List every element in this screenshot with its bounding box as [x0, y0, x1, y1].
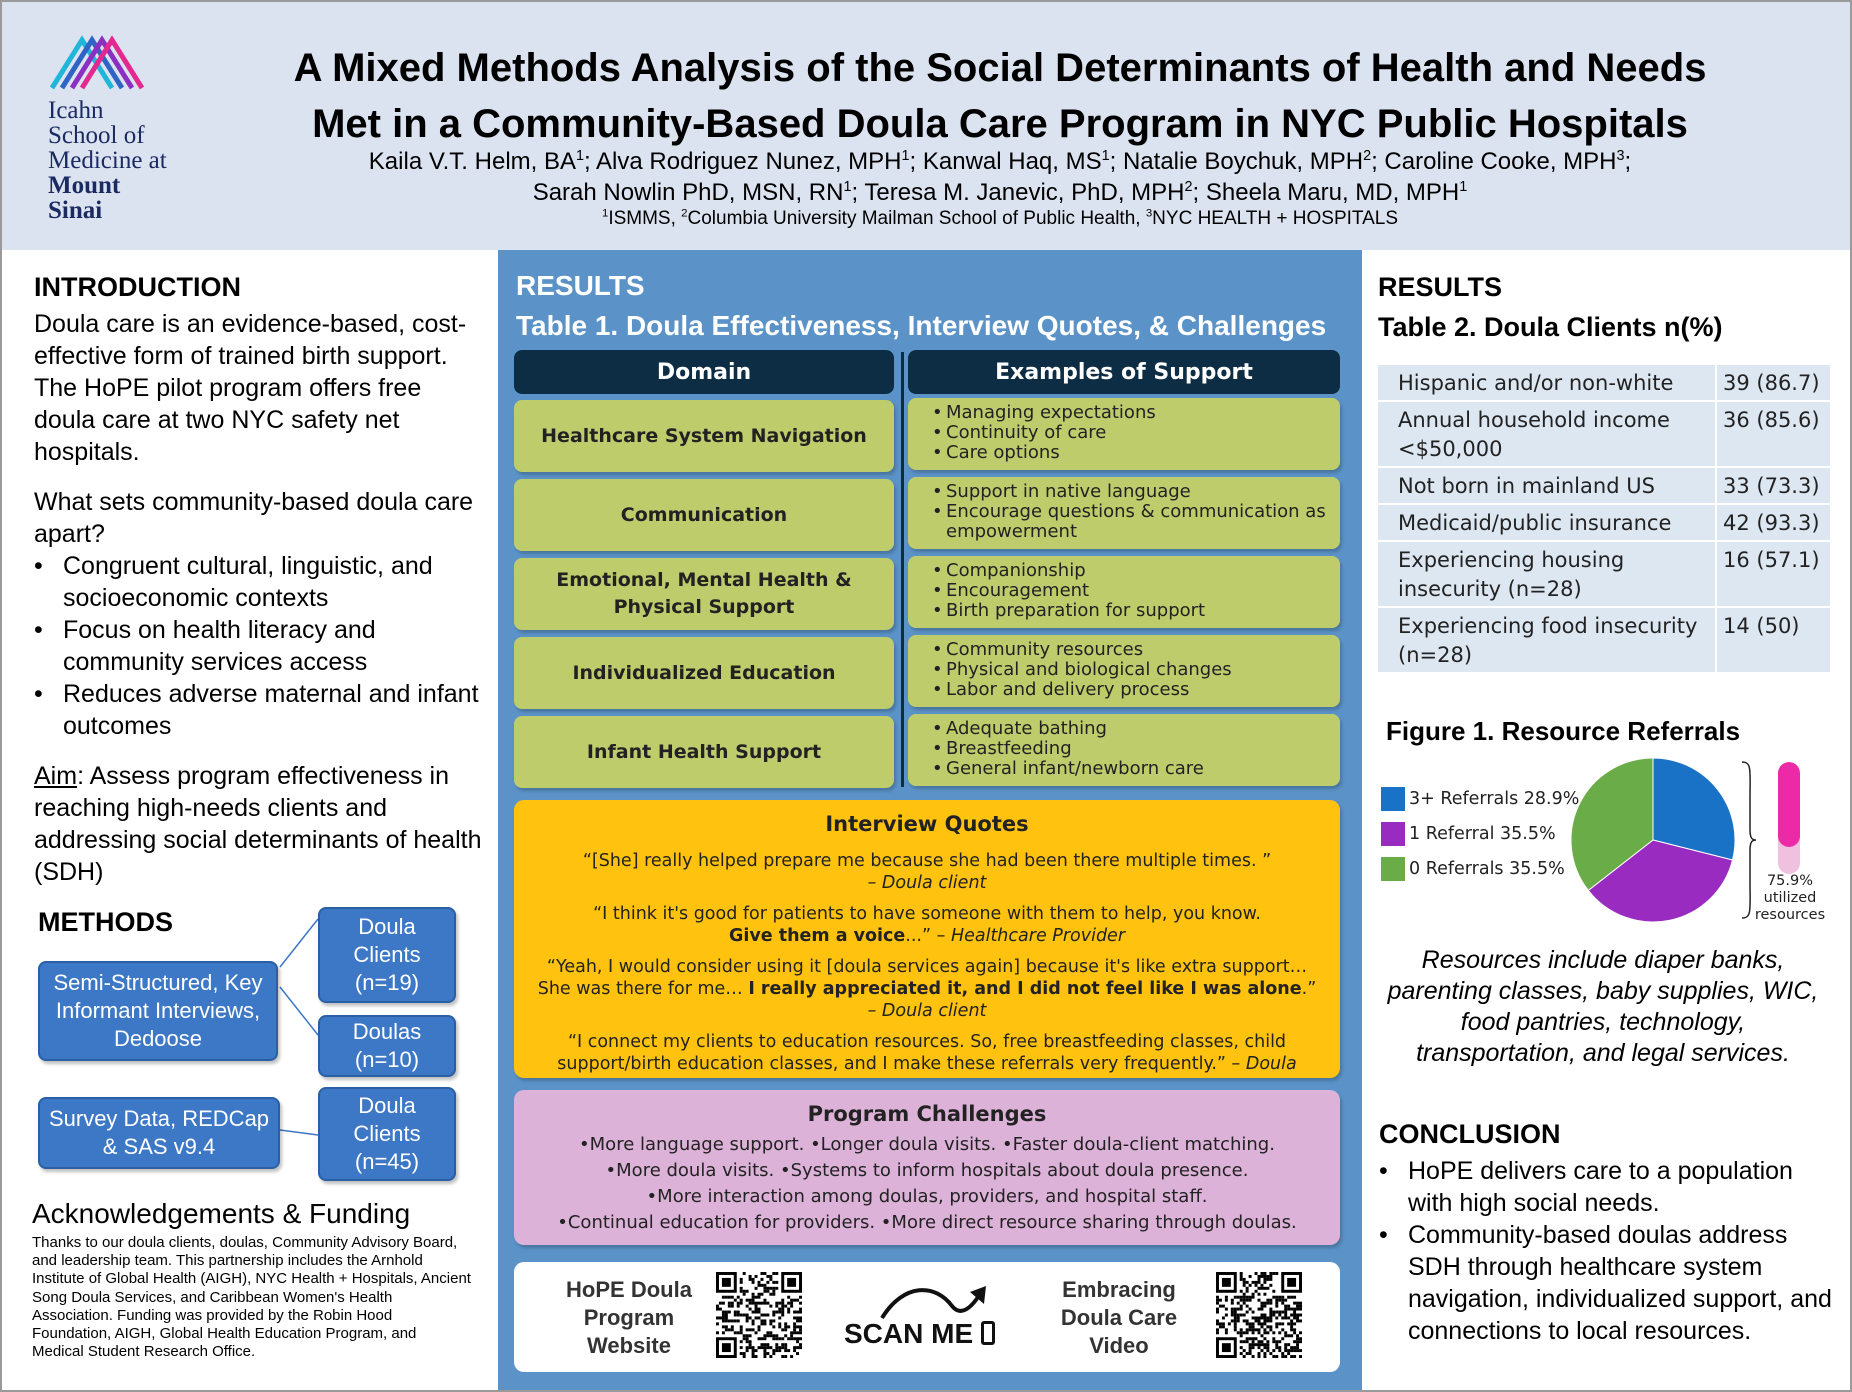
author-affiliation: 2: [1363, 148, 1372, 164]
website-qr-code[interactable]: [716, 1272, 802, 1358]
left-column: [34, 270, 484, 888]
intro-bullet: • Reduces adverse maternal and infant outcomes: [34, 678, 484, 742]
row-label: Annual household income <$50,000: [1377, 401, 1716, 467]
quote-text: “[She] really helped prepare me because she had been there multiple times. ”: [582, 851, 1272, 871]
video-qr-code[interactable]: [1216, 1272, 1302, 1358]
examples-cell: [908, 398, 1340, 470]
method-survey-box: Survey Data, REDCap & SAS v9.4: [38, 1097, 280, 1169]
quote-1: [514, 850, 1340, 894]
examples-cell: [908, 714, 1340, 786]
author-affiliation: 1: [1101, 148, 1110, 164]
intro-bullet: • Focus on health literacy and community services access: [34, 614, 484, 678]
author-affiliation: 3: [1616, 148, 1625, 164]
challenge-line: •Continual education for providers. •More direct resource sharing through doulas.: [557, 1212, 1297, 1233]
author: Kanwal Haq, MS: [922, 148, 1102, 175]
ack-heading: Acknowledgements & Funding: [32, 1198, 411, 1229]
scan-me-label: [844, 1318, 995, 1350]
logo-line: Icahn: [48, 97, 104, 124]
examples-cell: [908, 477, 1340, 549]
right-column: [1378, 270, 1838, 344]
quote-text: ...” –: [905, 926, 951, 946]
table-row: [1377, 467, 1831, 504]
phone-icon: [981, 1321, 995, 1345]
affiliation-number: 2: [681, 207, 688, 220]
example-item: • Encourage questions & communication as empowerment: [932, 502, 1330, 542]
author: Sheela Maru, MD, MPH: [1205, 179, 1460, 206]
author-affiliation: 1: [576, 148, 585, 164]
affiliation: Columbia University Mailman School of Public Health,: [687, 208, 1146, 229]
results-right-heading: RESULTS: [1378, 272, 1503, 302]
utilization-tube: [1778, 762, 1800, 874]
table-row: [1377, 504, 1831, 541]
row-label: Experiencing food insecurity (n=28): [1377, 607, 1716, 673]
quote-attribution: – Doula client: [867, 873, 987, 893]
example-item: • Managing expectations: [932, 403, 1330, 423]
example-item: • Support in native language: [932, 482, 1330, 502]
quotes-heading: Interview Quotes: [825, 812, 1029, 836]
domain-cell: Individualized Education: [514, 637, 894, 709]
author-line-2: [190, 177, 1810, 208]
doula-clients-table: [1376, 363, 1832, 674]
quote-2: [514, 903, 1340, 947]
author-separator: ;: [1192, 179, 1206, 206]
col-header-examples: Examples of Support: [908, 350, 1340, 394]
author-list: [190, 146, 1810, 208]
row-value: 16 (57.1): [1716, 541, 1831, 607]
aim-label: Aim: [34, 762, 78, 790]
quote-emphasis: I really appreciated it, and I did not feel like I was alone: [748, 979, 1302, 999]
row-label: Hispanic and/or non-white: [1377, 364, 1716, 401]
examples-cell: [908, 635, 1340, 707]
quote-text: “I connect my clients to education resources. So, free breastfeeding classes, child: [567, 1032, 1287, 1052]
table1-title: Table 1. Doula Effectiveness, Interview Quotes, & Challenges: [516, 310, 1327, 341]
title-line-2: Met in a Community-Based Doula Care Program in NYC Public Hospitals: [312, 102, 1688, 146]
legend-swatch: [1381, 857, 1405, 881]
challenge-line: •More doula visits. •Systems to inform hospitals about doula presence.: [605, 1160, 1249, 1181]
affiliation-number: 1: [601, 207, 609, 220]
results-middle-panel: [498, 250, 1362, 1392]
author-affiliation: 1: [901, 148, 910, 164]
affiliation: NYC HEALTH + HOSPITALS: [1152, 208, 1399, 229]
challenges-heading: Program Challenges: [807, 1102, 1047, 1126]
resources-note: Resources include diaper banks, parenting classes, baby supplies, WIC, food pantries, technology, transportation, and legal services.: [1387, 946, 1819, 1067]
author-separator: ;: [909, 148, 923, 175]
intro-bullets: [34, 550, 484, 742]
domain-cell: Healthcare System Navigation: [514, 400, 894, 472]
methods-section: [36, 905, 476, 1185]
author: Sarah Nowlin PhD, MSN, RN: [532, 179, 844, 206]
methods-heading: METHODS: [38, 907, 173, 937]
example-item: • Companionship: [932, 561, 1330, 581]
quote-attribution: Healthcare Provider: [950, 926, 1126, 946]
author: Kaila V.T. Helm, BA: [368, 148, 576, 175]
interview-quotes-box: [514, 800, 1340, 1078]
author: Caroline Cooke, MPH: [1384, 148, 1617, 175]
legend-item: [1381, 822, 1556, 846]
logo-line: School of: [48, 122, 145, 149]
doula-clients-45-box: Doula Clients (n=45): [318, 1087, 456, 1181]
logo-wordmark: [48, 98, 167, 223]
affiliations: [190, 208, 1810, 230]
table-row: [1377, 364, 1831, 401]
legend-label: 0 Referrals 35.5%: [1409, 859, 1565, 879]
utilized-text: utilized resources: [1754, 890, 1826, 923]
connector-line: [280, 1130, 318, 1135]
author-affiliation: 1: [1459, 179, 1468, 195]
quote-attribution: Doula: [1245, 1054, 1297, 1074]
examples-cell: [908, 556, 1340, 628]
poster-header: [0, 0, 1852, 250]
utilization-tube-fill: [1778, 762, 1800, 847]
row-value: 14 (50): [1716, 607, 1831, 673]
conclusion-bullets: [1379, 1155, 1839, 1347]
qr-pattern: [1216, 1272, 1302, 1358]
quote-text: “Yeah, I would consider using it [doula services again] because it's like extra support…: [546, 957, 1308, 977]
example-item: • Adequate bathing: [932, 719, 1330, 739]
results-heading: RESULTS: [516, 270, 645, 301]
quote-text: .”: [1301, 979, 1317, 999]
quote-text: “I think it's good for patients to have someone with them to help, you know.: [593, 904, 1261, 924]
example-item: • Care options: [932, 443, 1330, 463]
author-affiliation: 1: [843, 179, 852, 195]
domain-cell: Communication: [514, 479, 894, 551]
legend-swatch: [1381, 787, 1405, 811]
author-separator: ;: [1109, 148, 1123, 175]
resource-referrals-pie: [1568, 755, 1738, 925]
author: Natalie Boychuk, MPH: [1122, 148, 1364, 175]
table-divider: [901, 352, 904, 787]
intro-bullet: • Congruent cultural, linguistic, and socioeconomic contexts: [34, 550, 484, 614]
row-value: 36 (85.6): [1716, 401, 1831, 467]
challenge-line: •More language support. •Longer doula visits. •Faster doula-client matching.: [579, 1134, 1275, 1155]
author-line-1: [190, 146, 1810, 177]
legend-label: 1 Referral 35.5%: [1409, 824, 1556, 844]
example-item: • Encouragement: [932, 581, 1330, 601]
ack-text: Thanks to our doula clients, doulas, Community Advisory Board, and leadership team. This partnership includes the Arnhold Institute of Global Health (AIGH), NYC Health + Hospitals, Ancient Song Doula Services, and Caribbean Women's Health Association. Funding was provided by the Robin Hood Foundation, AIGH, Global Health Education Program, and Medical Student Research Office.: [32, 1234, 471, 1361]
example-item: • Physical and biological changes: [932, 660, 1330, 680]
conclusion-bullet: • HoPE delivers care to a population with high social needs.: [1379, 1155, 1839, 1219]
table-row: [1377, 401, 1831, 467]
domain-cell: Emotional, Mental Health & Physical Support: [514, 558, 894, 630]
conclusion-bullet: • Community-based doulas address SDH through healthcare system navigation, individualized support, and connections to local resources.: [1379, 1219, 1839, 1347]
example-item: • Breastfeeding: [932, 739, 1330, 759]
doula-clients-19-box: Doula Clients (n=19): [318, 907, 456, 1003]
example-item: • Labor and delivery process: [932, 680, 1330, 700]
col-header-domain: Domain: [514, 350, 894, 394]
row-label: Not born in mainland US: [1377, 467, 1716, 504]
legend-swatch: [1381, 822, 1405, 846]
row-label: Medicaid/public insurance: [1377, 504, 1716, 541]
scan-qr-panel: [514, 1262, 1340, 1372]
program-challenges-box: [514, 1090, 1340, 1245]
example-item: • Continuity of care: [932, 423, 1330, 443]
figure1-title: Figure 1. Resource Referrals: [1386, 716, 1741, 746]
connector-line: [280, 919, 318, 967]
author-separator: ;: [1624, 148, 1632, 175]
table-row: [1377, 541, 1831, 607]
legend-item: [1381, 857, 1565, 881]
quote-text: support/birth education classes, and I make these referrals very frequently.” –: [557, 1054, 1246, 1074]
mount-sinai-logo-icon: [48, 30, 144, 92]
row-value: 39 (86.7): [1716, 364, 1831, 401]
poster-title: [190, 40, 1810, 152]
doulas-10-box: Doulas (n=10): [318, 1015, 456, 1077]
aim-paragraph: [34, 760, 484, 888]
conclusion-heading: CONCLUSION: [1379, 1119, 1561, 1149]
author-separator: ;: [851, 179, 865, 206]
quote-attribution: – Doula client: [867, 1001, 987, 1021]
quote-emphasis: Give them a voice: [728, 926, 906, 946]
table-row: [1377, 607, 1831, 673]
author-separator: ;: [1371, 148, 1385, 175]
example-item: • General infant/newborn care: [932, 759, 1330, 779]
aim-text: : Assess program effectiveness in reaching high-needs clients and addressing social determinants of health (SDH): [34, 762, 482, 886]
affiliation: ISMMS,: [608, 208, 682, 229]
intro-paragraph: Doula care is an evidence-based, cost-effective form of trained birth support. The HoPE pilot program offers free doula care at two NYC safety net hospitals.: [34, 310, 467, 466]
mount-sinai-logo: [48, 30, 198, 230]
connector-line: [280, 987, 318, 1035]
author-separator: ;: [584, 148, 597, 175]
row-value: 33 (73.3): [1716, 467, 1831, 504]
row-value: 42 (93.3): [1716, 504, 1831, 541]
author: Teresa M. Janevic, PhD, MPH: [864, 179, 1185, 206]
intro-heading: INTRODUCTION: [34, 272, 241, 302]
utilized-resources-label: [1752, 873, 1828, 924]
logo-line: Sinai: [48, 197, 103, 224]
example-item: • Community resources: [932, 640, 1330, 660]
quote-3: [514, 956, 1340, 1022]
domain-cell: Infant Health Support: [514, 716, 894, 788]
challenge-line: •More interaction among doulas, providers, and hospital staff.: [646, 1186, 1208, 1207]
qr-pattern: [716, 1272, 802, 1358]
example-item: • Birth preparation for support: [932, 601, 1330, 621]
website-qr-label: HoPE Doula Program Website: [566, 1277, 692, 1358]
logo-line: Medicine at: [48, 147, 167, 174]
method-interviews-box: Semi-Structured, Key Informant Interviews, Dedoose: [38, 961, 278, 1061]
legend-label: 3+ Referrals 28.9%: [1409, 789, 1580, 809]
intro-question: What sets community-based doula care apart?: [34, 488, 474, 548]
quote-text: She was there for me…: [537, 979, 749, 999]
author: Alva Rodriguez Nunez, MPH: [596, 148, 902, 175]
utilized-value: 75.9%: [1766, 873, 1814, 889]
video-qr-label: Embracing Doula Care Video: [1060, 1277, 1178, 1358]
table2-title: Table 2. Doula Clients n(%): [1378, 312, 1723, 342]
legend-item: [1381, 787, 1579, 811]
quote-4: [514, 1031, 1340, 1075]
logo-line: Mount: [48, 172, 121, 199]
scan-me-text: SCAN ME: [844, 1318, 974, 1349]
affiliation-number: 3: [1145, 207, 1153, 220]
author-affiliation: 2: [1184, 179, 1193, 195]
title-line-1: A Mixed Methods Analysis of the Social Determinants of Health and Needs: [293, 46, 1707, 90]
row-label: Experiencing housing insecurity (n=28): [1377, 541, 1716, 607]
